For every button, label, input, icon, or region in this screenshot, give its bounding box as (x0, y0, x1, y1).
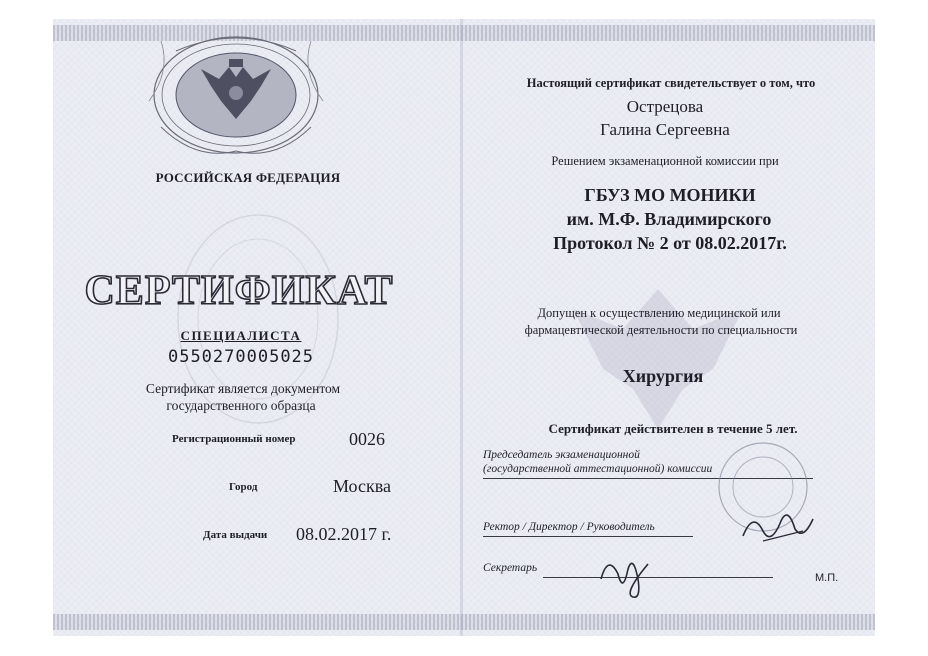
protocol-line: Протокол № 2 от 08.02.2017г. (553, 233, 787, 253)
right-page (463, 19, 875, 636)
reg-number-value: 0026 (349, 429, 385, 449)
watermark-eagle-icon (553, 269, 763, 439)
certificate-subtitle: СПЕЦИАЛИСТА (180, 328, 302, 343)
intro-line: Настоящий сертификат свидетельствует о том, что (526, 76, 816, 90)
rector-label: Ректор / Директор / Руководитель (483, 521, 655, 533)
certificate-document (53, 19, 875, 636)
city-value: Москва (333, 476, 391, 496)
admission-line2: фармацевтической деятельности по специальности (524, 323, 798, 337)
secretary-signature-icon (593, 549, 663, 604)
rector-signature-icon (733, 501, 823, 551)
issue-date-label: Дата выдачи (203, 529, 268, 541)
country-label: РОССИЙСКАЯ ФЕДЕРАЦИЯ (155, 170, 341, 185)
certificate-number: 0550270005025 (167, 347, 315, 367)
document-status-line2: государственного образца (166, 398, 316, 413)
rector-signature-line (483, 536, 693, 537)
chair-line1: Председатель экзаменационной (483, 449, 640, 461)
city-label: Город (229, 481, 258, 493)
validity-line: Сертификат действителен в течение 5 лет. (548, 421, 798, 436)
holder-surname: Острецова (626, 97, 704, 116)
chair-line2: (государственной аттестационной) комиссии (483, 463, 713, 475)
reg-number-label: Регистрационный номер (172, 433, 296, 445)
secretary-label: Секретарь (483, 562, 538, 574)
document-status-line1: Сертификат является документом (145, 381, 341, 396)
specialty-value: Хирургия (622, 366, 704, 386)
decision-line: Решением экзаменационной комиссии при (551, 154, 779, 168)
left-page (53, 19, 461, 636)
admission-line1: Допущен к осуществлению медицинской или (537, 306, 781, 320)
seal-place-label: М.П. (815, 572, 839, 584)
organization-name-line2: им. М.Ф. Владимирского (566, 209, 772, 229)
organization-name: ГБУЗ МО МОНИКИ (584, 185, 756, 205)
coat-of-arms-emblem-icon (141, 31, 331, 171)
certificate-title: СЕРТИФИКАТ (84, 268, 394, 314)
issue-date-value: 08.02.2017 г. (296, 524, 392, 544)
holder-given-names: Галина Сергеевна (600, 120, 730, 139)
